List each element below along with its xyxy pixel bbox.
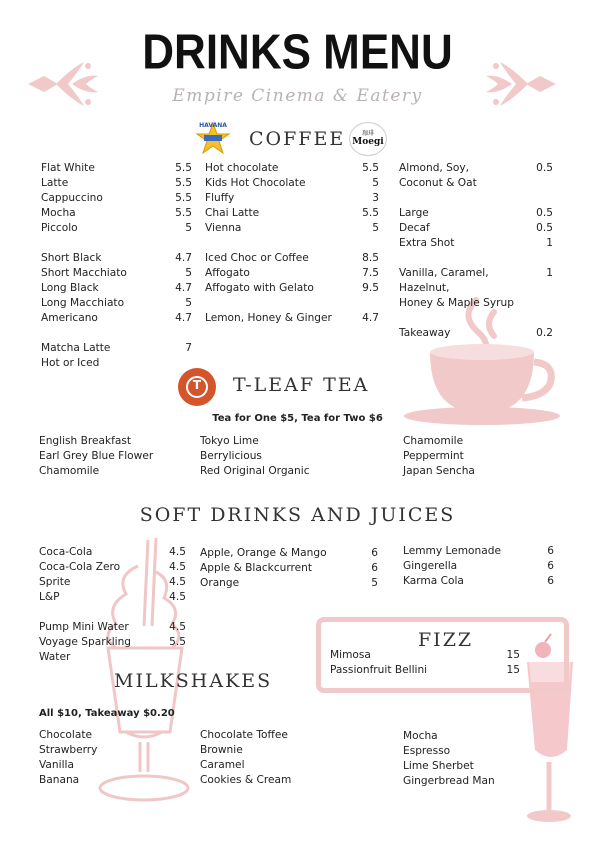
menu-item: Peppermint bbox=[403, 450, 464, 462]
menu-item-name: Honey & Maple Syrup bbox=[399, 297, 514, 309]
menu-item-name: Coca-Cola Zero bbox=[39, 561, 121, 573]
menu-item-price: 0.2 bbox=[536, 327, 553, 339]
menu-item: Espresso bbox=[403, 745, 451, 757]
menu-item-name: Hazelnut, bbox=[399, 282, 450, 294]
menu-item bbox=[39, 650, 186, 665]
menu-item-name: Coca-Cola bbox=[39, 546, 93, 558]
menu-item-price: 4.7 bbox=[175, 312, 192, 324]
menu-item-name: Passionfruit Bellini bbox=[330, 664, 428, 676]
menu-item: Chocolate Toffee bbox=[200, 729, 288, 741]
menu-item-price: 5 bbox=[372, 222, 379, 234]
menu-item-price: 5.5 bbox=[175, 192, 192, 204]
menu-item bbox=[205, 311, 379, 326]
menu-item: Earl Grey Blue Flower bbox=[39, 450, 154, 462]
menu-item-price: 5 bbox=[185, 222, 192, 234]
menu-item-price: 4.5 bbox=[169, 621, 186, 633]
menu-item-name: Long Macchiato bbox=[41, 297, 125, 309]
havana-logo-text: HAVANA bbox=[199, 122, 227, 129]
menu-item-name: Water bbox=[39, 651, 71, 663]
menu-item bbox=[205, 221, 379, 236]
menu-item bbox=[39, 620, 186, 635]
menu-item-price: 1 bbox=[546, 267, 553, 279]
coffee-cup-icon bbox=[398, 292, 566, 432]
menu-item-name: Apple & Blackcurrent bbox=[200, 562, 313, 574]
menu-item bbox=[39, 560, 186, 575]
menu-item bbox=[41, 281, 192, 296]
menu-item-name: Hot or Iced bbox=[41, 357, 100, 369]
menu-item bbox=[205, 206, 379, 221]
menu-item-name: Vienna bbox=[205, 222, 242, 234]
menu-item bbox=[39, 635, 186, 650]
menu-item: Mocha bbox=[403, 730, 438, 742]
menu-item bbox=[399, 161, 553, 176]
menu-item-price: 0.5 bbox=[536, 222, 553, 234]
menu-item-price: 5 bbox=[185, 267, 192, 279]
menu-item-price: 6 bbox=[371, 547, 378, 559]
menu-item-price: 5.5 bbox=[175, 207, 192, 219]
menu-item-price: 5 bbox=[372, 177, 379, 189]
menu-item bbox=[399, 221, 553, 236]
menu-item-name: Cappuccino bbox=[41, 192, 103, 204]
menu-item bbox=[399, 236, 553, 251]
menu-item bbox=[39, 575, 186, 590]
menu-item bbox=[41, 191, 192, 206]
menu-item-name: L&P bbox=[39, 591, 60, 603]
menu-item bbox=[399, 326, 553, 341]
menu-item: Lime Sherbet bbox=[403, 760, 474, 772]
menu-item bbox=[41, 206, 192, 221]
menu-item-name: Fluffy bbox=[205, 192, 235, 204]
menu-item-name: Vanilla, Caramel, bbox=[399, 267, 489, 279]
menu-item: Chocolate bbox=[39, 729, 93, 741]
menu-item-price: 5.5 bbox=[362, 162, 379, 174]
menu-item-name: Kids Hot Chocolate bbox=[205, 177, 306, 189]
menu-item-name: Pump Mini Water bbox=[39, 621, 129, 633]
menu-item-name: Mimosa bbox=[330, 649, 371, 661]
menu-item-price: 5.5 bbox=[175, 177, 192, 189]
menu-item-price: 4.7 bbox=[175, 252, 192, 264]
menu-item-name: Chai Latte bbox=[205, 207, 260, 219]
menu-item-name: Gingerella bbox=[403, 560, 458, 572]
menu-item-name: Piccolo bbox=[41, 222, 78, 234]
menu-item-name: Short Macchiato bbox=[41, 267, 127, 279]
menu-item bbox=[41, 161, 192, 176]
menu-item bbox=[205, 161, 379, 176]
menu-item-price: 5.5 bbox=[362, 207, 379, 219]
menu-item: Cookies & Cream bbox=[200, 774, 292, 786]
menu-item bbox=[399, 206, 553, 221]
menu-item bbox=[399, 176, 553, 191]
menu-item: Berrylicious bbox=[200, 450, 262, 462]
menu-item-price: 9.5 bbox=[362, 282, 379, 294]
menu-item-price: 5 bbox=[185, 297, 192, 309]
menu-item-price: 4.7 bbox=[175, 282, 192, 294]
t-leaf-logo-text: T bbox=[192, 378, 202, 392]
menu-item: Tokyo Lime bbox=[200, 435, 259, 447]
menu-item bbox=[399, 281, 553, 296]
tea-price-note: Tea for One $5, Tea for Two $6 bbox=[212, 413, 383, 424]
menu-item: Brownie bbox=[200, 744, 243, 756]
menu-item-price: 6 bbox=[547, 560, 554, 572]
menu-item bbox=[330, 663, 520, 678]
menu-item bbox=[39, 590, 186, 605]
menu-item-name: Iced Choc or Coffee bbox=[205, 252, 309, 264]
menu-item-name: Decaf bbox=[399, 222, 430, 234]
menu-item bbox=[200, 561, 378, 576]
menu-item-price: 7 bbox=[185, 342, 192, 354]
fizz-heading: FIZZ bbox=[418, 629, 474, 651]
menu-item bbox=[41, 341, 192, 356]
menu-item bbox=[200, 576, 378, 591]
menu-item-name: Coconut & Oat bbox=[399, 177, 477, 189]
menu-item-name: Mocha bbox=[41, 207, 76, 219]
menu-item-price: 5 bbox=[371, 577, 378, 589]
menu-item-name: Extra Shot bbox=[399, 237, 455, 249]
menu-item-price: 5.5 bbox=[169, 636, 186, 648]
menu-item-name: Matcha Latte bbox=[41, 342, 111, 354]
menu-item-price: 4.5 bbox=[169, 576, 186, 588]
menu-item bbox=[205, 191, 379, 206]
moegi-logo-text: Moegi bbox=[352, 137, 384, 147]
menu-item-price: 4.7 bbox=[362, 312, 379, 324]
menu-item-name: Hot chocolate bbox=[205, 162, 279, 174]
menu-item-name: Takeaway bbox=[399, 327, 451, 339]
tea-heading: T-LEAF TEA bbox=[233, 374, 370, 396]
menu-item: Banana bbox=[39, 774, 80, 786]
menu-item bbox=[41, 356, 192, 371]
soft-drinks-heading: SOFT DRINKS AND JUICES bbox=[139, 504, 456, 526]
menu-item-name: Affogato bbox=[205, 267, 250, 279]
menu-item bbox=[205, 281, 379, 296]
menu-item bbox=[205, 251, 379, 266]
t-leaf-logo bbox=[178, 368, 216, 406]
menu-item-name: Flat White bbox=[41, 162, 95, 174]
coffee-heading: COFFEE bbox=[249, 128, 346, 150]
menu-item-name: Apple, Orange & Mango bbox=[200, 547, 327, 559]
menu-item: Gingerbread Man bbox=[403, 775, 495, 787]
menu-item-price: 5.5 bbox=[175, 162, 192, 174]
menu-item bbox=[41, 221, 192, 236]
menu-item-price: 0.5 bbox=[536, 207, 553, 219]
milkshakes-price-note: All $10, Takeaway $0.20 bbox=[39, 708, 175, 719]
menu-item bbox=[39, 545, 186, 560]
menu-item: Chamomile bbox=[39, 465, 100, 477]
menu-item-price: 6 bbox=[547, 575, 554, 587]
menu-item: Red Original Organic bbox=[200, 465, 310, 477]
menu-item-price: 6 bbox=[371, 562, 378, 574]
menu-item bbox=[403, 544, 554, 559]
menu-item: English Breakfast bbox=[39, 435, 132, 447]
havana-logo bbox=[194, 122, 232, 154]
milkshakes-heading: MILKSHAKES bbox=[114, 670, 273, 692]
menu-item-name: Lemmy Lemonade bbox=[403, 545, 501, 557]
menu-item: Strawberry bbox=[39, 744, 98, 756]
menu-item-name: Lemon, Honey & Ginger bbox=[205, 312, 332, 324]
menu-item bbox=[41, 176, 192, 191]
menu-item bbox=[41, 251, 192, 266]
menu-item-name: Sprite bbox=[39, 576, 71, 588]
menu-item-name: Almond, Soy, bbox=[399, 162, 470, 174]
menu-item-name: Long Black bbox=[41, 282, 99, 294]
menu-item: Chamomile bbox=[403, 435, 464, 447]
menu-item: Japan Sencha bbox=[403, 465, 475, 477]
menu-item-name: Affogato with Gelato bbox=[205, 282, 314, 294]
menu-item bbox=[330, 648, 520, 663]
menu-item-price: 15 bbox=[506, 649, 520, 661]
menu-item bbox=[205, 266, 379, 281]
menu-item-name: Large bbox=[399, 207, 429, 219]
menu-item-price: 4.5 bbox=[169, 561, 186, 573]
menu-item bbox=[399, 266, 553, 281]
page-title: DRINKS MENU bbox=[142, 25, 453, 80]
menu-item-name: Americano bbox=[41, 312, 98, 324]
menu-item: Caramel bbox=[200, 759, 245, 771]
menu-item-name: Voyage Sparkling bbox=[39, 636, 132, 648]
menu-item bbox=[403, 559, 554, 574]
menu-item bbox=[399, 296, 553, 311]
menu-item-price: 3 bbox=[372, 192, 379, 204]
menu-item-name: Orange bbox=[200, 577, 240, 589]
menu-item bbox=[41, 266, 192, 281]
page-subtitle: Empire Cinema & Eatery bbox=[172, 86, 423, 106]
menu-item-price: 15 bbox=[506, 664, 520, 676]
menu-item-name: Karma Cola bbox=[403, 575, 464, 587]
menu-item-name: Short Black bbox=[41, 252, 102, 264]
menu-item bbox=[41, 311, 192, 326]
menu-item bbox=[403, 574, 554, 589]
menu-item-name: Latte bbox=[41, 177, 69, 189]
menu-item-price: 4.5 bbox=[169, 591, 186, 603]
menu-item: Vanilla bbox=[39, 759, 74, 771]
menu-item-price: 7.5 bbox=[362, 267, 379, 279]
moegi-logo: 珈琲 Moegi bbox=[349, 122, 387, 156]
menu-item-price: 4.5 bbox=[169, 546, 186, 558]
menu-item bbox=[200, 546, 378, 561]
menu-item-price: 8.5 bbox=[362, 252, 379, 264]
menu-item-price: 1 bbox=[546, 237, 553, 249]
menu-item bbox=[205, 176, 379, 191]
menu-item-price: 6 bbox=[547, 545, 554, 557]
menu-item bbox=[41, 296, 192, 311]
menu-item-price: 0.5 bbox=[536, 162, 553, 174]
